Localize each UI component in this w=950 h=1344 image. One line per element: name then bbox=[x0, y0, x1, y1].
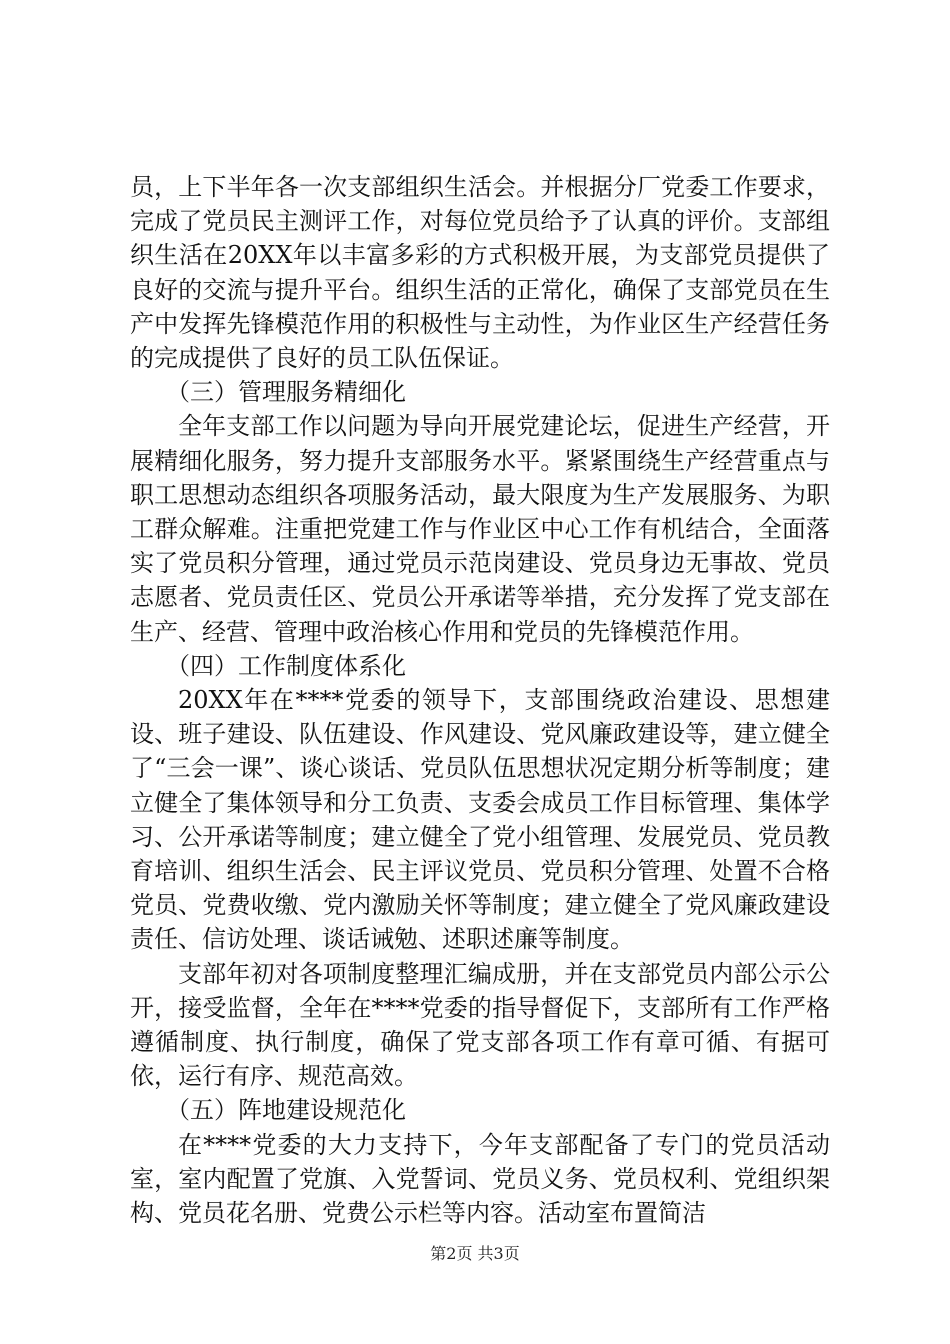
paragraph-continuation: 员，上下半年各一次支部组织生活会。并根据分厂党委工作要求，完成了党员民主测评工作，对每位党员给予了认真的评价。支部组织生活在20XX年以丰富多彩的方式积极开展，为支部党员提供了良好的交流与提升平台。组织生活的正常化，确保了支部党员在生产中发挥先锋模范作用的积极性与主动性，为作业区生产经营任务的完成提供了良好的员工队伍保证。 bbox=[130, 173, 830, 373]
document-body bbox=[130, 170, 830, 1230]
section-heading-5: （五）阵地建设规范化 bbox=[166, 1096, 406, 1125]
paragraph-service: 全年支部工作以问题为导向开展党建论坛，促进生产经营，开展精细化服务，努力提升支部服务水平。紧紧围绕生产经营重点与职工思想动态组织各项服务活动，最大限度为生产发展服务、为职工群众解难。注重把党建工作与作业区中心工作有机结合，全面落实了党员积分管理，通过党员示范岗建设、党员身边无事故、党员志愿者、党员责任区、党员公开承诺等举措，充分发挥了党支部在生产、经营、管理中政治核心作用和党员的先锋模范作用。 bbox=[130, 412, 830, 646]
page-number: 第2页 共3页 bbox=[430, 1244, 520, 1263]
section-heading-4: （四）工作制度体系化 bbox=[166, 651, 406, 680]
paragraph-system: 20XX年在****党委的领导下，支部围绕政治建设、思想建设、班子建设、队伍建设、作风建设、党风廉政建设等，建立健全了“三会一课”、谈心谈话、党员队伍思想状况定期分析等制度；建立健全了集体领导和分工负责、支委会成员工作目标管理、集体学习、公开承诺等制度；建立健全了党小组管理、发展党员、党员教育培训、组织生活会、民主评议党员、党员积分管理、处置不合格党员、党费收缴、党内激励关怀等制度；建立健全了党风廉政建设责任、信访处理、谈话诫勉、述职述廉等制度。 bbox=[130, 686, 830, 954]
paragraph-compile: 支部年初对各项制度整理汇编成册，并在支部党员内部公示公开，接受监督，全年在****党委的指导督促下，支部所有工作严格遵循制度、执行制度，确保了党支部各项工作有章可循、有据可依，运行有序、规范高效。 bbox=[130, 959, 830, 1091]
section-heading-3: （三）管理服务精细化 bbox=[166, 378, 406, 407]
paragraph-position: 在****党委的大力支持下，今年支部配备了专门的党员活动室，室内配置了党旗、入党誓词、党员义务、党员权利、党组织架构、党员花名册、党费公示栏等内容。活动室布置简洁 bbox=[130, 1130, 830, 1228]
